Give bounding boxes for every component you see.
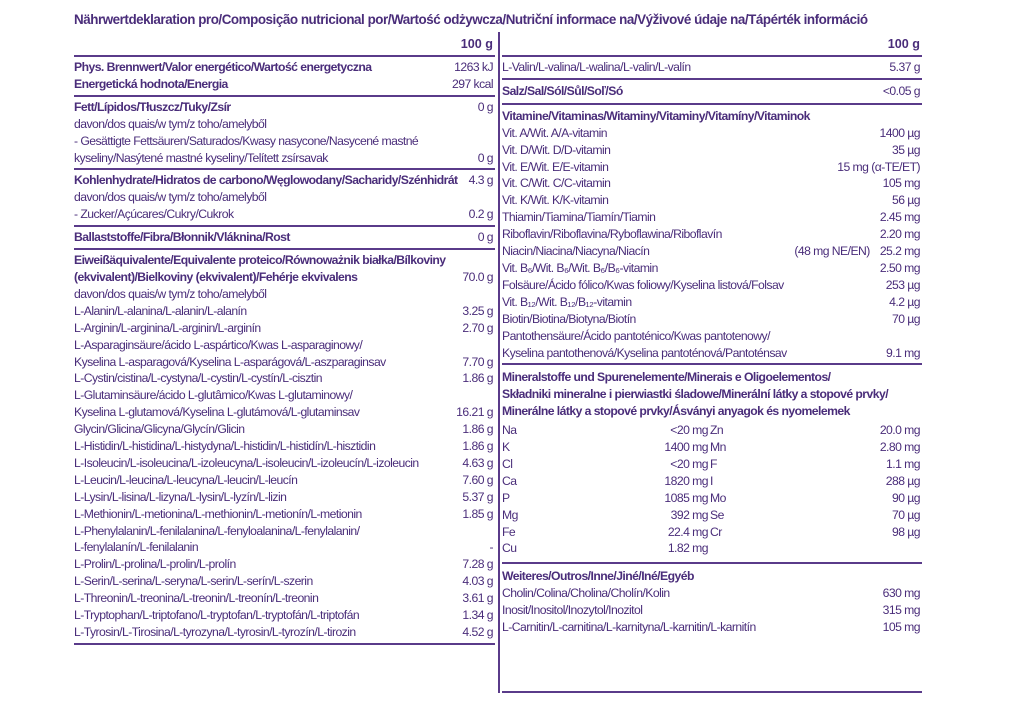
mineral-symbol: Zn [710,423,724,438]
energy-section [74,55,495,95]
vitamin-row [502,243,922,260]
row-label: - Zucker/Açúcares/Cukry/Cukrok [74,207,234,222]
amino-row [74,438,495,455]
fibre-section [74,225,495,248]
mineral-row [710,473,922,490]
row-label: Vit. E/Wit. E/E-vitamin [502,159,609,174]
row-label: L-Leucin/L-leucina/L-leucyna/L-leucin/L-leucín [74,472,298,487]
amino-row [74,354,495,371]
row-label: Niacin/Niacina/Niacyna/Niacín [502,244,650,259]
mineral-symbol: Mo [710,490,726,505]
row-label: Glycin/Glicina/Glicyna/Glycín/Glicin [74,422,245,437]
amino-label-line: L-Phenylalanin/L-fenilalanina/L-fenyloalanina/L-fenylalanin/ [74,523,360,538]
row-label: L-Threonin/L-treonina/L-treonin/L-treonín/L-treonin [74,591,319,606]
row-value: 7.70 g [462,354,493,369]
mineral-row [502,473,710,490]
amino-row [74,556,495,573]
bottom-rule [502,691,922,693]
sugar-row [74,206,495,223]
carbs-row [74,172,495,189]
protein-row [74,269,495,286]
valin-section [502,55,922,78]
row-value: 630 mg [882,586,920,601]
mineral-symbol: Cl [502,456,513,471]
row-label: Salz/Sal/Sól/Sůl/Soľ/Só [502,83,623,98]
row-value: 9.1 mg [886,345,920,360]
row-label: Vit. B₆/Wit. B₆/Wit. B₆/B₆-vitamin [502,260,658,275]
minerals-col-1 [502,422,710,557]
row-value: 0 g [477,150,493,165]
minerals-col-2 [710,422,922,557]
row-value: 1263 kJ [454,60,493,74]
row-label: kyseliny/Nasýtené mastné kyseliny/Telített zsírsavak [74,150,328,165]
minerals-section [502,363,922,562]
row-value: 2.45 mg [879,210,920,225]
mineral-row [710,422,922,439]
row-label: Biotin/Biotina/Biotyna/Biotín [502,311,636,326]
amino-row [74,455,495,472]
row-label: Vit. B₁₂/Wit. B₁₂/B₁₂-vitamin [502,294,632,309]
mineral-value: <20 mg [670,456,708,471]
mineral-symbol: Cr [710,524,722,539]
row-value: 70 µg [892,311,920,326]
vitamin-row [502,125,922,142]
row-value: 4.52 g [462,625,493,639]
mineral-symbol: Na [502,423,517,438]
carbs-section [74,168,495,225]
panto-label-line1: Pantothensäure/Ácido pantoténico/Kwas pantotenowy/ [502,328,770,343]
amino-acid-list [74,303,495,641]
mineral-row [710,490,922,507]
row-value: 3.61 g [462,591,493,606]
mineral-value: 90 µg [892,490,920,505]
mineral-value: <20 mg [670,423,708,438]
row-value: 7.28 g [462,557,493,572]
mineral-row [710,507,922,524]
amino-row [74,506,495,523]
protein-label-line1: Eiweißäquivalente/Equivalente proteico/Równoważnik białka/Bílkoviny [74,253,446,268]
right-column [502,32,922,638]
row-label: Ballaststoffe/Fibra/Błonnik/Vláknina/Rost [74,230,290,245]
row-label: Kyselina pantothenová/Kyselina pantoténová/Pantoténsav [502,345,787,360]
of-which-label: davon/dos quais/w tym/z toho/amelyből [74,286,267,301]
row-label: Inosit/Inositol/Inozytol/Inozitol [502,603,643,618]
mineral-value: 20.0 mg [879,423,920,438]
row-value: - [489,540,493,555]
row-label: L-Serin/L-serina/L-seryna/L-serin/L-serín/L-szerin [74,574,313,589]
row-label: L-Histidin/L-histidina/L-histydyna/L-histidin/L-histidín/L-hisztidin [74,439,376,454]
row-value: 2.70 g [462,320,493,335]
vitamin-row [502,311,922,328]
row-note: (48 mg NE/EN) [794,244,870,259]
page-title: Nährwertdeklaration pro/Composição nutricional por/Wartość odżywcza/Nutriční informace na/Výživové údaje na/Tápérték információ [74,12,868,27]
row-label: L-Tryptophan/L-triptofano/L-tryptofan/L-tryptofán/L-triptofán [74,608,360,623]
row-value: 4.03 g [462,574,493,589]
row-value: 70.0 g [462,269,493,284]
saturated-row [74,150,495,167]
row-label: L-Methionin/L-metionina/L-methionin/L-metionín/L-metionin [74,506,362,521]
row-label: L-Arginin/L-arginina/L-arginin/L-arginín [74,320,261,335]
amino-row [74,590,495,607]
minerals-header-line3: Minerálne látky a stopové prvky/Ásványi anyagok és nyomelemek [502,404,850,419]
mineral-value: 22.4 mg [667,524,708,539]
row-value: 253 µg [885,277,920,292]
mineral-symbol: Mg [502,507,518,522]
vitamin-row [502,192,922,209]
mineral-symbol: Ca [502,473,517,488]
vitamins-header: Vitamine/Vitaminas/Witaminy/Vitaminy/Vitamíny/Vitaminok [502,108,810,123]
amino-row [74,539,495,556]
other-row [502,619,922,636]
row-value: 0.2 g [468,207,493,222]
row-value: 105 mg [882,620,920,635]
row-value: 315 mg [882,603,920,618]
panto-row [502,345,922,362]
row-label: L-fenylalanín/L-fenilalanin [74,540,199,555]
row-value: 0 g [477,99,493,114]
other-header: Weiteres/Outros/Inne/Jiné/Iné/Egyéb [502,569,694,584]
row-label: Thiamin/Tiamina/Tiamín/Tiamin [502,210,656,225]
row-label: Fett/Lípidos/Tłuszcz/Tuky/Zsír [74,99,231,114]
vitamin-row [502,209,922,226]
mineral-row [502,490,710,507]
mineral-row [502,439,710,456]
mineral-symbol: Mn [710,440,726,455]
row-label: L-Isoleucin/L-isoleucina/L-izoleucyna/L-isoleucin/L-izoleucín/L-izoleucin [74,455,419,470]
vitamin-row [502,277,922,294]
row-value: 105 mg [882,176,920,191]
row-value: 1.34 g [462,608,493,623]
amino-row [74,320,495,337]
row-label: Vit. A/Wit. A/A-vitamin [502,125,607,140]
row-label: L-Tyrosin/L-Tirosina/L-tyrozyna/L-tyrosin/L-tyrozín/L-tirozin [74,625,356,639]
row-value: 5.37 g [889,60,920,74]
mineral-value: 70 µg [892,507,920,522]
row-label: L-Prolin/L-prolina/L-prolin/L-prolín [74,557,236,572]
row-label: Phys. Brennwert/Valor energético/Wartość energetyczna [74,60,372,74]
protein-section [74,248,495,645]
row-value: 25.2 mg [879,244,920,259]
amino-row [74,421,495,438]
mineral-row [710,524,922,541]
row-label: Vit. K/Wit. K/K-vitamin [502,193,609,208]
mineral-row [502,540,710,557]
row-value: 1.86 g [462,371,493,386]
energy-kj-row [74,59,495,76]
vitamins-section [502,103,922,364]
fat-row [74,99,495,116]
row-label: Kyselina L-glutamová/Kyselina L-glutámová/L-glutaminsav [74,405,360,420]
amino-row [74,472,495,489]
row-value: 3.25 g [462,303,493,318]
mineral-symbol: Fe [502,524,516,539]
mineral-value: 288 µg [885,473,920,488]
other-row [502,585,922,602]
unit-header-left: 100 g [460,36,493,51]
mineral-row [502,456,710,473]
row-label: Vit. C/Wit. C/C-vitamin [502,176,611,191]
row-value: 35 µg [892,142,920,157]
mineral-symbol: Se [710,507,724,522]
mineral-row [502,524,710,541]
row-label: L-Cystin/cistina/L-cystyna/L-cystin/L-cystín/L-cisztin [74,371,322,386]
row-value: 4.2 µg [889,294,920,309]
amino-row [74,370,495,387]
row-value: 15 mg (α-TE/ET) [837,159,920,174]
row-value: 2.50 mg [879,260,920,275]
row-label: (ekvivalent)/Bielkoviny (ekvivalent)/Fehérje ekvivalens [74,269,358,284]
row-value: <0.05 g [882,83,920,98]
vitamin-row [502,226,922,243]
row-value: 0 g [477,230,493,245]
mineral-value: 1.1 mg [886,456,920,471]
vitamin-list [502,125,922,328]
row-label: Kohlenhydrate/Hidratos de carbono/Węglowodany/Sacharidy/Szénhidrát [74,173,458,188]
mineral-row [710,439,922,456]
row-value: 5.37 g [462,489,493,504]
other-section [502,562,922,638]
other-list [502,585,922,636]
mineral-symbol: K [502,440,510,455]
salt-row [502,83,922,100]
mineral-row [710,456,922,473]
row-label: Energetická hodnota/Energia [74,76,228,91]
mineral-value: 98 µg [892,524,920,539]
row-label: Kyselina L-asparagová/Kyselina L-asparágová/L-aszparaginsav [74,354,386,369]
row-label: L-Carnitin/L-carnitina/L-karnityna/L-karnitin/L-karnitín [502,620,756,635]
minerals-header-line1: Mineralstoffe und Spurenelemente/Minerais e Oligoelementos/ [502,370,831,385]
mineral-symbol: I [710,473,713,488]
mineral-value: 1085 mg [664,490,708,505]
row-value: 56 µg [892,193,920,208]
row-value: 1.86 g [462,439,493,454]
amino-row [74,303,495,320]
row-label: Riboflavin/Riboflavina/Ryboflawina/Riboflavín [502,227,722,242]
of-which-label: davon/dos quais/w tym/z toho/amelyből [74,190,267,205]
row-label: Cholin/Colina/Cholina/Cholín/Kolin [502,586,670,601]
minerals-grid [502,420,922,560]
amino-label-line: L-Asparaginsäure/ácido L-aspártico/Kwas L-asparaginowy/ [74,337,363,352]
mineral-symbol: Cu [502,541,517,556]
minerals-header-line2: Składniki mineralne i pierwiastki śladowe/Minerální látky a stopové prvky/ [502,387,889,402]
row-label: Folsäure/Ácido fólico/Kwas foliowy/Kyselina listová/Folsav [502,277,784,292]
valin-row [502,59,922,76]
vitamin-row [502,294,922,311]
amino-row [74,573,495,590]
vitamin-row [502,142,922,159]
row-label: Vit. D/Wit. D/D-vitamin [502,142,611,157]
row-value: 2.20 mg [879,227,920,242]
row-value: 297 kcal [452,76,493,91]
amino-row [74,607,495,624]
row-label: L-Valin/L-valina/L-walina/L-valin/L-valín [502,60,691,74]
vitamin-row [502,159,922,176]
row-value: 1.85 g [462,506,493,521]
row-value: 1.86 g [462,422,493,437]
amino-row [74,624,495,641]
mineral-symbol: P [502,490,510,505]
mineral-value: 1820 mg [664,473,708,488]
amino-row [74,489,495,506]
of-which-label: davon/dos quais/w tym/z toho/amelyből [74,116,267,131]
row-value: 7.60 g [462,472,493,487]
row-value: 1400 µg [879,125,920,140]
salt-section [502,78,922,103]
other-row [502,602,922,619]
mineral-value: 1.82 mg [667,541,708,556]
mineral-value: 392 mg [670,507,708,522]
column-divider [498,32,500,693]
row-value: 4.63 g [462,455,493,470]
saturated-label-line1: - Gesättigte Fettsäuren/Saturados/Kwasy nasycone/Nasycené mastné [74,133,419,148]
fibre-row [74,229,495,246]
left-column [74,32,495,645]
row-value: 4.3 g [468,173,493,188]
mineral-row [502,507,710,524]
amino-label-line: L-Glutaminsäure/ácido L-glutâmico/Kwas L-glutaminowy/ [74,388,353,403]
mineral-value: 1400 mg [664,440,708,455]
unit-header-right: 100 g [887,36,920,51]
vitamin-row [502,260,922,277]
row-value: 16.21 g [456,405,493,420]
row-label: L-Alanin/L-alanina/L-alanin/L-alanín [74,303,247,318]
energy-kcal-row [74,76,495,93]
mineral-value: 2.80 mg [879,440,920,455]
mineral-row [502,422,710,439]
fat-section [74,95,495,169]
amino-row [74,404,495,421]
vitamin-row [502,175,922,192]
mineral-symbol: F [710,456,717,471]
row-label: L-Lysin/L-lisina/L-lizyna/L-lysin/L-lyzín/L-lizin [74,489,287,504]
